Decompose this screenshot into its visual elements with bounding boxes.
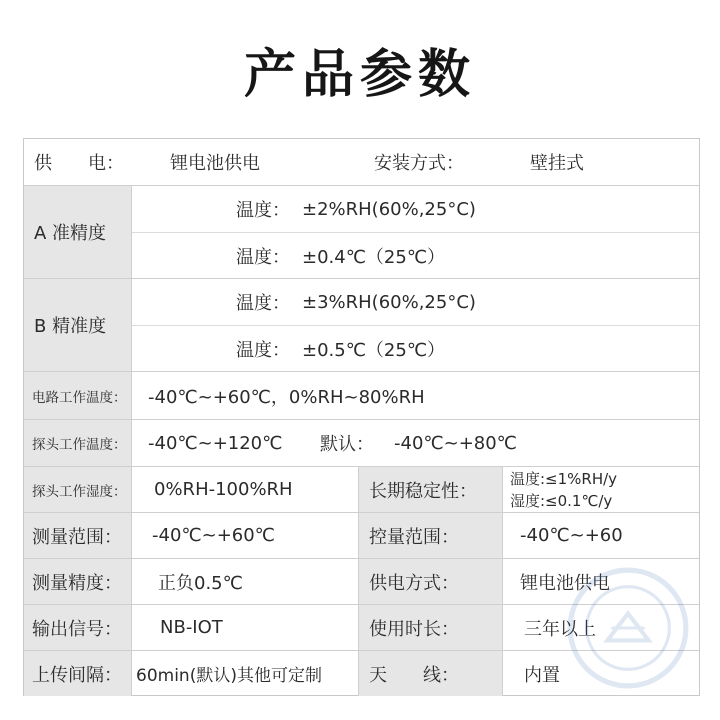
page-title: 产品参数	[243, 45, 476, 105]
table-row-probe-humidity	[24, 467, 699, 513]
row-value-2: 锂电池供电	[520, 572, 610, 594]
row-value: -40℃~+120℃	[148, 432, 283, 454]
row-label: 测量范围：	[24, 513, 132, 558]
row-label: 上传间隔：	[24, 651, 132, 696]
sub-value: ±2%RH(60%,25°C)	[302, 198, 476, 220]
row-value: 锂电池供电	[170, 153, 260, 174]
row-label-2: 长期稳定性：	[358, 467, 503, 512]
table-row-circuit-temp	[24, 372, 699, 420]
row-label: 探头工作湿度：	[24, 467, 132, 512]
stability-line-1: 温度:≤1%RH/y	[510, 469, 618, 488]
sub-value: ±0.4℃（25℃）	[302, 247, 446, 268]
row-value: -40℃~+60℃	[152, 525, 275, 546]
row-label: A 准精度	[24, 186, 132, 278]
table-row-probe-temp	[24, 420, 699, 467]
row-label: 电路工作温度：	[24, 372, 132, 419]
sub-row-humidity	[132, 186, 699, 232]
row-value: 60min(默认)其他可定制	[136, 666, 322, 686]
sub-value: ±0.5℃（25℃）	[302, 340, 446, 361]
sub-label: 温度：	[236, 340, 290, 361]
row-value-2	[510, 467, 695, 512]
circular-seal-icon	[566, 566, 690, 690]
row-label-2: 使用时长：	[358, 605, 503, 650]
row-label: 输出信号：	[24, 605, 132, 650]
sub-value: ±3%RH(60%,25°C)	[302, 291, 476, 313]
row-value-2: 三年以上	[524, 618, 596, 640]
row-label: 供 电：	[34, 153, 124, 174]
default-value: -40℃~+80℃	[394, 432, 517, 454]
row-value-2: 壁挂式	[530, 153, 584, 174]
row-value: NB-IOT	[160, 617, 223, 638]
sub-row-humidity	[132, 279, 699, 325]
sub-label: 温度：	[236, 293, 290, 314]
row-label: B 精准度	[24, 279, 132, 371]
row-label: 探头工作温度：	[24, 420, 132, 466]
row-label-2: 天 线：	[358, 651, 503, 696]
table-row-measure-range	[24, 513, 699, 559]
table-row-power	[24, 139, 699, 186]
table-row-accuracy-a	[24, 186, 699, 279]
row-value: 0%RH-100%RH	[154, 479, 293, 500]
row-label-2: 控量范围：	[358, 513, 503, 558]
default-label: 默认：	[320, 434, 374, 455]
sub-label: 温度：	[236, 247, 290, 268]
row-value-2: -40℃~+60	[520, 525, 623, 546]
sub-row-temperature	[132, 233, 699, 279]
stability-line-2: 湿度:≤0.1℃/y	[510, 491, 613, 510]
sub-label: 温度：	[236, 200, 290, 221]
row-value: 正负0.5℃	[158, 572, 243, 594]
row-label: 测量精度：	[24, 559, 132, 604]
row-value: -40℃~+60℃，0%RH~80%RH	[148, 386, 425, 408]
row-label-2: 供电方式：	[358, 559, 503, 604]
row-label-2: 安装方式：	[374, 153, 464, 174]
sub-row-temperature	[132, 326, 699, 372]
table-row-accuracy-b	[24, 279, 699, 372]
row-value-2: 内置	[524, 664, 560, 686]
